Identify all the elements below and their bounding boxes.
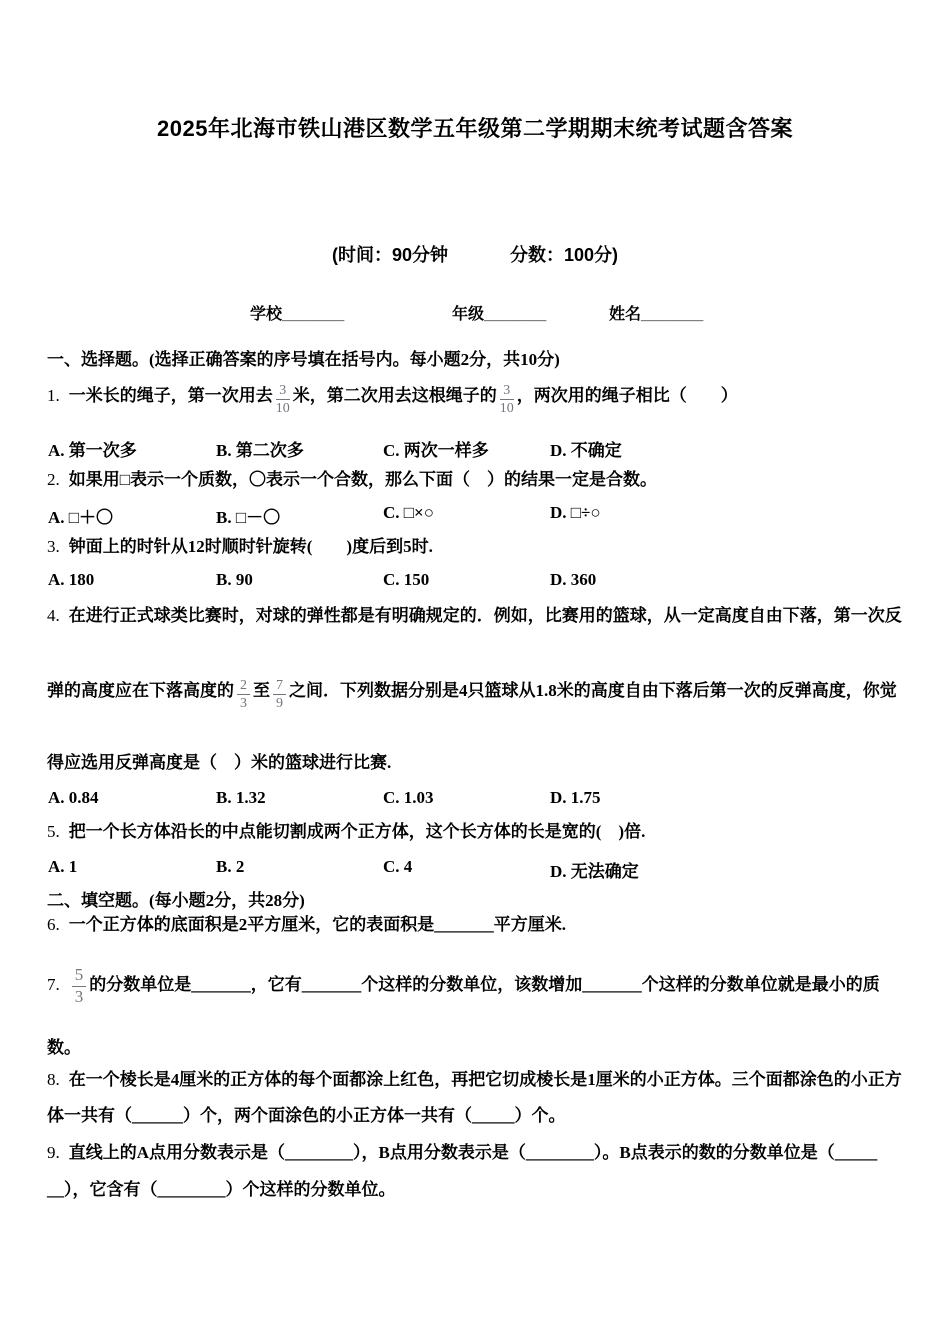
q5-option-b: B. 2 <box>216 857 245 876</box>
q5-option-d: D. 无法确定 <box>550 862 639 881</box>
q4-option-c: C. 1.03 <box>383 788 434 807</box>
q1-option-d: D. 不确定 <box>550 441 622 460</box>
q3-option-c: C. 150 <box>383 570 430 589</box>
question-3-number: 3. <box>47 537 60 556</box>
fraction-denominator: 3 <box>74 987 84 1006</box>
question-9-number: 9. <box>47 1143 60 1162</box>
question-3 <box>47 537 433 557</box>
q4-option-b: B. 1.32 <box>216 788 266 807</box>
q2-option-c: C. □×○ <box>383 503 434 522</box>
question-2-text: 如果用□表示一个质数，〇表示一个合数，那么下面（ ）的结果一定是合数。 <box>68 470 658 489</box>
question-4-line-1 <box>47 606 902 626</box>
question-1-number: 1. <box>47 386 60 405</box>
q1-option-a: A. 第一次多 <box>48 441 137 460</box>
exam-title: 2025年北海市铁山港区数学五年级第二学期期末统考试题含答案 <box>157 116 793 141</box>
q3-option-b: B. 90 <box>216 570 253 589</box>
fraction-3-10 <box>276 383 290 417</box>
question-3-options <box>0 570 950 592</box>
question-4-text-1: 在进行正式球类比赛时，对球的弹性都是有明确规定的．例如，比赛用的篮球，从一定高度自由下落，第一次反 <box>68 606 902 625</box>
student-fields <box>0 301 950 325</box>
question-7-continuation <box>47 1038 81 1058</box>
question-4-line-3 <box>47 753 391 773</box>
question-1-text-mid: 米，第二次用去这根绳子的 <box>292 386 497 405</box>
exam-meta <box>0 241 950 267</box>
q1-option-b: B. 第二次多 <box>216 441 304 460</box>
question-8-text-1: 在一个棱长是4厘米的正方体的每个面都涂上红色，再把它切成棱长是1厘米的小正方体。三个面都涂色的小正方 <box>68 1070 902 1089</box>
question-4-number: 4. <box>47 606 60 625</box>
question-5-number: 5. <box>47 822 60 841</box>
question-6 <box>47 915 566 935</box>
question-4-text-2a: 弹的高度应在下落高度的 <box>47 681 234 700</box>
fraction-numerator: 5 <box>72 966 87 987</box>
fraction-denominator: 3 <box>240 696 247 711</box>
question-9-text-2: __），它含有（________）个这样的分数单位。 <box>47 1180 396 1199</box>
question-3-text: 钟面上的时针从12时顺时针旋转( )度后到5时. <box>68 537 433 556</box>
question-4-text-2c: 之间．下列数据分别是4只篮球从1.8米的高度自由下落后第一次的反弹高度，你觉 <box>289 681 897 700</box>
question-4-text-2b: 至 <box>253 681 270 700</box>
question-1-text-pre: 一米长的绳子，第一次用去 <box>68 386 273 405</box>
question-7-text-cont: 数。 <box>47 1038 81 1057</box>
question-5-options <box>0 857 950 879</box>
field-school: 学校_______ <box>250 306 345 323</box>
question-6-number: 6. <box>47 915 60 934</box>
question-7 <box>47 958 880 1012</box>
question-1 <box>47 375 738 417</box>
question-7-number: 7. <box>47 975 60 994</box>
q1-option-c: C. 两次一样多 <box>383 441 489 460</box>
q4-option-d: D. 1.75 <box>550 788 601 807</box>
q5-option-a: A. 1 <box>48 857 78 876</box>
question-8-line-2 <box>47 1106 566 1126</box>
fraction-denominator: 10 <box>499 401 514 416</box>
fraction-7-9 <box>273 678 286 712</box>
fraction-denominator: 9 <box>276 696 283 711</box>
q2-option-d: D. □÷○ <box>550 503 601 522</box>
field-name: 姓名_______ <box>609 306 704 323</box>
fraction-2-3 <box>237 678 250 712</box>
question-1-options <box>0 436 950 458</box>
question-9-text-1: 直线上的A点用分数表示是（________），B点用分数表示是（________）。B点表示的数的分数单位是（_____ <box>68 1143 878 1162</box>
question-8-text-2: 体一共有（______）个，两个面涂色的小正方体一共有（_____）个。 <box>47 1106 566 1125</box>
q3-option-d: D. 360 <box>550 570 597 589</box>
question-1-text-post: ，两次用的绳子相比（ ） <box>516 386 738 405</box>
meta-time-label: (时间：90分钟 <box>331 245 448 265</box>
question-7-text: 的分数单位是_______，它有_______个这样的分数单位，该数增加_______个这样的分数单位就是最小的质 <box>89 975 880 994</box>
fraction-numerator: 3 <box>500 383 514 400</box>
fraction-5-3 <box>72 966 87 1006</box>
section-1-heading: 一、选择题。(选择正确答案的序号填在括号内。每小题2分，共10分) <box>47 350 560 369</box>
question-5 <box>47 822 645 842</box>
fraction-3-10 <box>500 383 514 417</box>
question-5-text: 把一个长方体沿长的中点能切割成两个正方体，这个长方体的长是宽的( )倍. <box>68 822 646 841</box>
question-8-number: 8. <box>47 1070 60 1089</box>
question-6-text: 一个正方体的底面积是2平方厘米，它的表面积是_______平方厘米. <box>68 915 566 934</box>
fraction-denominator: 10 <box>275 401 290 416</box>
question-8-line-1 <box>47 1070 902 1090</box>
question-4-line-2 <box>47 668 897 714</box>
question-9-line-2 <box>47 1180 396 1200</box>
section-2-heading: 二、填空题。(每小题2分，共28分) <box>47 891 305 910</box>
field-grade: 年级_______ <box>452 306 547 323</box>
fraction-numerator: 3 <box>276 383 290 400</box>
q5-option-c: C. 4 <box>383 857 413 876</box>
question-2-number: 2. <box>47 470 60 489</box>
question-4-options <box>0 788 950 810</box>
question-2-options <box>0 503 950 525</box>
question-4-text-3: 得应选用反弹高度是（ ）米的篮球进行比赛. <box>47 753 392 772</box>
fraction-numerator: 2 <box>237 678 250 695</box>
q2-option-b: B. □－〇 <box>216 508 281 527</box>
question-2 <box>47 470 657 490</box>
q2-option-a: A. □＋〇 <box>48 508 114 527</box>
meta-score-label: 分数：100分) <box>509 245 619 265</box>
fraction-numerator: 7 <box>273 678 286 695</box>
question-9-line-1 <box>47 1143 877 1163</box>
q4-option-a: A. 0.84 <box>48 788 99 807</box>
q3-option-a: A. 180 <box>48 570 95 589</box>
